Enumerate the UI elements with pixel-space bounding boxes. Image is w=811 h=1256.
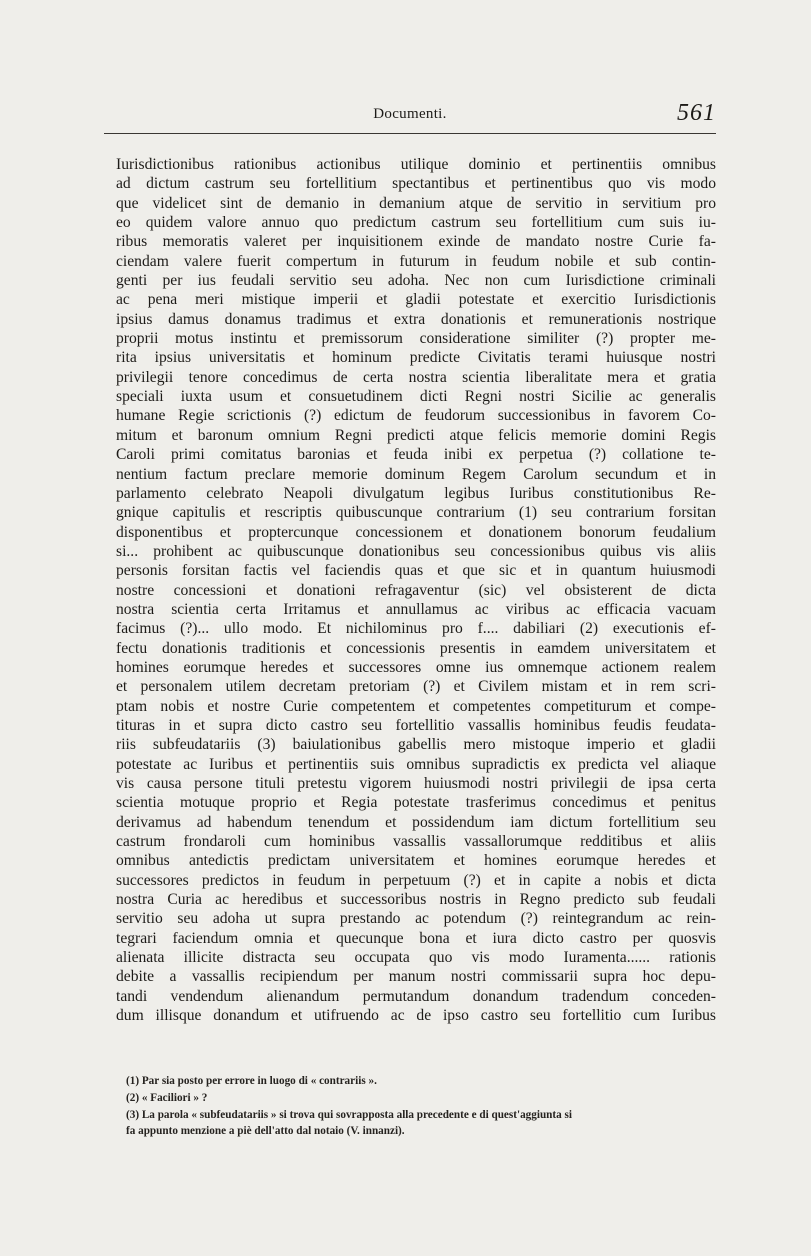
page-number: 561 xyxy=(677,100,716,126)
page-header xyxy=(104,100,716,130)
footnote: (3) La parola « subfeudatariis » si trova qui sovrapposta alla precedente e di quest'aggiunta si xyxy=(126,1108,572,1121)
body-line: tandi vendendum alienandum permutandum donandum tradendum conceden- xyxy=(116,987,716,1005)
body-line: si... prohibent ac quibuscunque donationibus seu concessionibus quibus vis aliis xyxy=(116,542,716,560)
body-line: parlamento celebrato Neapoli divulgatum legibus Iuribus constitutionibus Re- xyxy=(116,484,716,502)
body-line: alienata illicite distracta seu occupata quo vis modo Iuramenta...... rationis xyxy=(116,949,716,967)
body-line: scientia motuque proprio et Regia potestate trasferimus concedimus et penitus xyxy=(116,794,716,812)
body-line: ad dictum castrum seu fortellitium spectantibus et pertinentibus quo vis modo xyxy=(116,175,716,193)
body-line: nentium factum preclare memorie dominum Regem Carolum secundum et in xyxy=(116,465,716,483)
body-line: nostra scientia certa Irritamus et annullamus ac viribus ac efficacia vacuam xyxy=(116,600,716,618)
body-line: Iurisdictionibus rationibus actionibus utilique dominio et pertinentiis omnibus xyxy=(116,156,716,173)
body-line: successores predictos in feudum in perpetuum (?) et in capite a nobis et dicta xyxy=(116,871,716,889)
body-line: eo quidem valore annuo quo predictum castrum seu fortellitium cum suis iu- xyxy=(116,214,716,232)
body-line: facimus (?)... ullo modo. Et nichilominus pro f.... dabiliari (2) executionis ef- xyxy=(116,620,716,638)
body-line: nostre concessioni et donationi refragaventur (sic) vel obsisterent de dicta xyxy=(116,581,716,599)
body-line: nostra Curia ac heredibus et successoribus nostris in Regno predicto sub feudali xyxy=(116,891,716,909)
body-line: ptam nobis et nostre Curie competentem et competentes competiturum et compe- xyxy=(116,697,716,715)
body-line: derivamus ad habendum tenendum et possidendum iam dictum fortellitium seu xyxy=(116,813,716,831)
body-line: rita ipsius universitatis et hominum predicte Civitatis terami huiusque nostri xyxy=(116,349,716,367)
body-line: fectu donationis traditionis et concessionis presentis in eamdem universitatem et xyxy=(116,639,716,657)
body-line: proprii motus instintu et premissorum consideratione similiter (?) propter me- xyxy=(116,330,716,348)
body-line: potestate ac Iuribus et pertinentiis suis omnibus supradictis ex predicta vel aliaque xyxy=(116,755,716,773)
footnote: fa appunto menzione a piè dell'atto dal notaio (V. innanzi). xyxy=(126,1125,405,1138)
body-line: privilegii tenore concedimus de certa nostra scientia liberalitate mera et gratia xyxy=(116,368,716,386)
body-line: ciendam valere fuerit compertum in futurum in feudum nobile et sub contin- xyxy=(116,252,716,270)
body-line: gnique capitulis et rescriptis quibuscunque contrarium (1) seu contrarium forsitan xyxy=(116,504,716,522)
body-line: dum illisque donandum et utifruendo ac de ipso castro seu fortellitio cum Iuribus xyxy=(116,1007,716,1025)
body-line: castrum frondaroli cum hominibus vassallis vassallorumque redditibus et aliis xyxy=(116,833,716,851)
body-line: que videlicet sint de demanio in demanium atque de servitio in servitium pro xyxy=(116,194,716,212)
body-line: omnibus antedictis predictam universitatem et homines eorumque heredes et xyxy=(116,852,716,870)
body-line: Caroli primi comitatus baronias et feuda inibi ex perpetua (?) collatione te- xyxy=(116,446,716,464)
body-line: genti per ius feudali servitio seu adoha. Nec non cum Iurisdictione criminali xyxy=(116,272,716,290)
header-rule xyxy=(104,133,716,134)
body-line: vis causa persone tituli pretestu vigorem huiusmodi nostri privilegii de ipsa certa xyxy=(116,775,716,792)
body-line: et personalem utilem decretam pretoriam (?) et Civilem mistam et in rem scri- xyxy=(116,678,716,696)
body-line: ac pena meri mistique imperii et gladii potestate et exercitio Iurisdictionis xyxy=(116,291,716,309)
body-line: servitio seu adoha ut supra prestando ac potendum (?) reintegrandum ac rein- xyxy=(116,910,716,928)
footnote: (2) « Faciliori » ? xyxy=(126,1091,208,1104)
body-line: tituras in et supra dicto castro seu fortellitio vassallis hominibus feudis feudata- xyxy=(116,716,716,734)
footnotes xyxy=(126,1073,726,1140)
body-line: ipsius damus donamus tradimus et extra donationis et remunerationis nostrique xyxy=(116,310,716,328)
body-line: disponentibus et propterсunque concessionem et donationem bonorum feudalium xyxy=(116,523,716,541)
body-line: homines eorumque heredes et successores omne ius omnemque actionem realem xyxy=(116,658,716,676)
running-head: Documenti. xyxy=(373,106,447,122)
body-line: humane Regie scrictionis (?) edictum de feudorum successionibus in favorem Co- xyxy=(116,407,716,425)
body-line: personis forsitan factis vel faciendis quas et que sic et in quantum huiusmodi xyxy=(116,562,716,580)
body-line: mitum et baronum omnium Regni predicti atque felicis memorie domini Regis xyxy=(116,426,716,444)
body-line: riis subfeudatariis (3) baiulationibus gabellis mero mistoque imperio et gladii xyxy=(116,736,716,754)
body-line: tegrari faciendum omnia et quecunque bona et iura dicto castro per quosvis xyxy=(116,929,716,947)
body-line: speciali iuxta usum et consuetudinem dicti Regni nostri Sicilie ac generalis xyxy=(116,388,716,406)
footnote: (1) Par sia posto per errore in luogo di « contrariis ». xyxy=(126,1075,377,1087)
body-text xyxy=(116,155,716,1025)
body-line: debite a vassallis recipiendum per manum nostri commissarii supra hoc depu- xyxy=(116,968,716,986)
body-line: ribus memoratis valeret per inquisitionem exinde de mandato nostre Curie fa- xyxy=(116,233,716,251)
